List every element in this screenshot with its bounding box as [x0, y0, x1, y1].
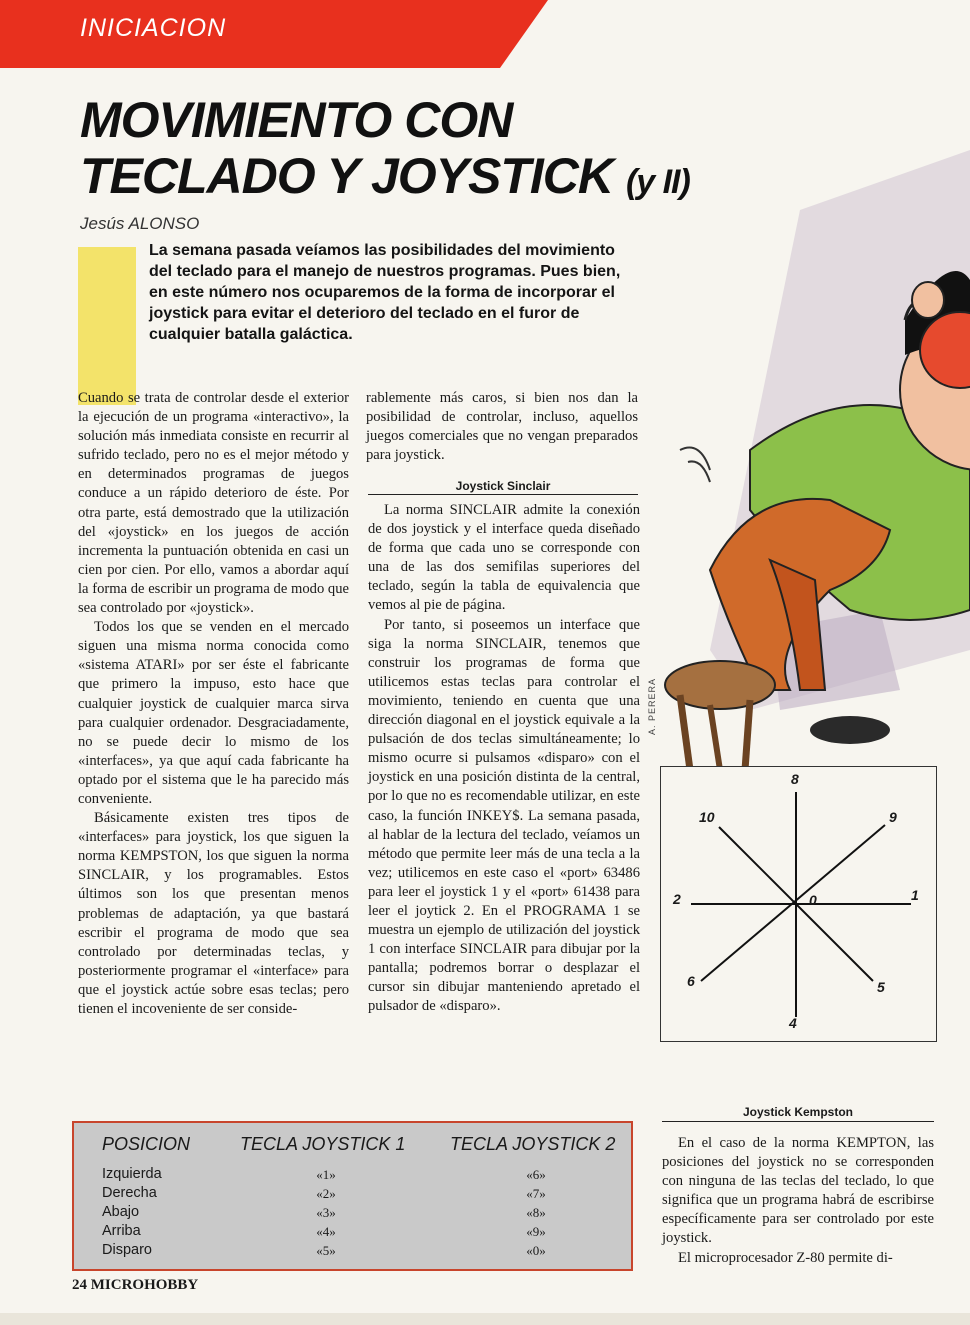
article-title	[80, 92, 690, 210]
body-column-2	[368, 501, 640, 1017]
illustration-credit: A. PERERA	[647, 677, 657, 735]
diagram-label-center: 0	[809, 892, 817, 908]
col1-paragraph-2: Todos los que se venden en el mercado siguen una misma norma conocida como «sistema ATARI» por ser éste el fabricante que primero la impuso, esto hace que cualquier joystick de cualquier marca sirva para cualquier ordenador. Desgraciadamente, no se puede decir lo mismo de los «interfaces», ya que aquí cada fabricante ha optado por el sistema que le ha parecido más conveniente.	[78, 619, 349, 807]
col1-paragraph-3: Básicamente existen tres tipos de «interfaces» para joystick, los que siguen la norma KEMPSTON, los que siguen la norma SINCLAIR, y los programables. Estos últimos son los que presentan menos problemas de adaptación, ya que bastará escribir el programa de modo que sea controlado por determinadas teclas, y posteriormente programar el «interface» para que el joystick actúe sobre esas teclas; pero tienen el incoveniente de ser conside-	[78, 810, 349, 1017]
intro-highlight-bar	[78, 247, 136, 405]
diagram-label-upleft: 10	[699, 809, 715, 825]
joystick-direction-diagram	[660, 766, 937, 1042]
title-line-2: TECLADO Y JOYSTICK	[80, 148, 614, 204]
table-cell-key2: «6»	[526, 1167, 546, 1182]
magazine-name: MICROHOBBY	[90, 1277, 199, 1293]
table-cell-key2: «0»	[526, 1243, 546, 1258]
diagram-label-upright: 9	[889, 809, 897, 825]
intro-paragraph: La semana pasada veíamos las posibilidades del movimiento del teclado para el manejo de nuestros programas. Pues bien, en este número nos ocuparemos de la forma de incorporar el joystick para evitar el deterioro del teclado en el furor de cualquier batalla galáctica.	[149, 242, 621, 343]
diagram-label-left: 2	[673, 891, 681, 907]
body-column-2-top	[366, 389, 638, 465]
col2-paragraph-1: La norma SINCLAIR admite la conexión de dos joystick y el interface queda diseñado de forma que cada uno se corresponde con una de las dos semifilas superiores del teclado, según la tabla de equivalencia que vemos al pie de página.	[368, 502, 640, 614]
table-cell-key2: «8»	[526, 1205, 546, 1220]
table-cell-key1: «3»	[316, 1205, 336, 1220]
col3-paragraph-2: El microprocesador Z-80 permite di-	[678, 1249, 893, 1266]
equivalence-table	[72, 1121, 633, 1271]
table-row-position: Disparo	[102, 1242, 152, 1258]
table-cell-key1: «2»	[316, 1186, 336, 1201]
subhead-rule	[368, 494, 638, 495]
table-cell-key1: «5»	[316, 1243, 336, 1258]
col2-paragraph-2: Por tanto, si poseemos un interface que siga la norma SINCLAIR, tenemos que construir los programas de forma que utilicemos estas teclas para controlar el movimiento, teniendo en cuenta que una dirección diagonal en el joystick equivale a la pulsación de dos teclas simultáneamente; lo mismo ocurre si pulsamos «disparo» con el joystick en una posición distinta de la central, por lo que no es recomendable utilizar, en este caso, la función INKEY$. La semana pasada, al hablar de la lectura del teclado, veíamos un método que permite leer más de una tecla a la vez; utilicemos en este caso el «port» 63486 para leer el joystick 1 y el «port» 61438 para leer el joytick 2. En el PROGRAMA 1 se muestra un ejemplo de utilización del joystick 1 con interface SINCLAIR para dibujar por la pantalla; podremos borrar o desplazar el cursor sin dibujar manteniendo apretado el pulsador de «disparo».	[368, 616, 640, 1015]
diagram-label-downright: 5	[877, 979, 885, 995]
table-header-position: POSICION	[102, 1134, 191, 1154]
col2-paragraph-0: rablemente más caros, si bien nos dan la posibilidad de controlar, incluso, aquellos juegos comerciales que no vengan preparados para joystick.	[366, 390, 638, 464]
table-row-position: Derecha	[102, 1185, 157, 1201]
author-byline: Jesús ALONSO	[80, 214, 200, 233]
table-joystick-2-column	[506, 1165, 566, 1260]
cartoon-illustration	[650, 90, 970, 770]
subhead-joystick-sinclair: Joystick Sinclair	[455, 479, 551, 493]
table-row-position: Abajo	[102, 1204, 140, 1220]
col3-paragraph-1: En el caso de la norma KEMPTON, las posiciones del joystick no se corresponden con ninguna de las teclas del teclado, lo que significa que un programa habrá de escribirse específicamente para ser controlado por este joystick.	[662, 1135, 934, 1247]
table-cell-key1: «4»	[316, 1224, 336, 1239]
subhead-joystick-kempston: Joystick Kempston	[742, 1105, 854, 1119]
table-position-column	[102, 1165, 162, 1260]
table-cell-key2: «7»	[526, 1186, 546, 1201]
body-column-3	[662, 1134, 934, 1268]
subhead-rule-kempston	[662, 1121, 934, 1122]
table-cell-key2: «9»	[526, 1224, 546, 1239]
bottom-margin	[0, 1313, 970, 1325]
body-column-1	[78, 389, 349, 1019]
title-line-1: MOVIMIENTO CON	[80, 92, 513, 148]
diagram-label-down: 4	[789, 1015, 797, 1031]
table-row-position: Arriba	[102, 1223, 141, 1239]
diagram-label-right: 1	[911, 887, 919, 903]
table-row-position: Izquierda	[102, 1166, 162, 1182]
table-header-joystick-1: TECLA JOYSTICK 1	[240, 1134, 406, 1154]
table-header-joystick-2: TECLA JOYSTICK 2	[450, 1134, 616, 1154]
table-joystick-1-column	[296, 1165, 356, 1260]
col1-paragraph-1: Cuando se trata de controlar desde el exterior la ejecución de un programa «interactivo», la solución más inmediata consiste en recurrir al sufrido teclado, pero no es el mejor método y en determinados programas de juegos conduce a un rápido deterioro de éste. Por otra parte, está demostrado que la utilización del «joystick» en los juegos de acción incrementa la puntuación obtenida en casi un cien por cien. Por ello, vamos a abordar aquí la forma de escribir un programa de modo que sea controlado por «joystick».	[78, 390, 349, 617]
page-footer	[72, 1277, 198, 1294]
diagram-label-up: 8	[791, 771, 799, 787]
section-banner	[0, 0, 970, 68]
page-number: 24	[72, 1277, 87, 1293]
diagram-label-downleft: 6	[687, 973, 695, 989]
title-suffix: (y II)	[625, 163, 690, 201]
table-cell-key1: «1»	[316, 1167, 336, 1182]
section-label: INICIACION	[80, 14, 227, 42]
